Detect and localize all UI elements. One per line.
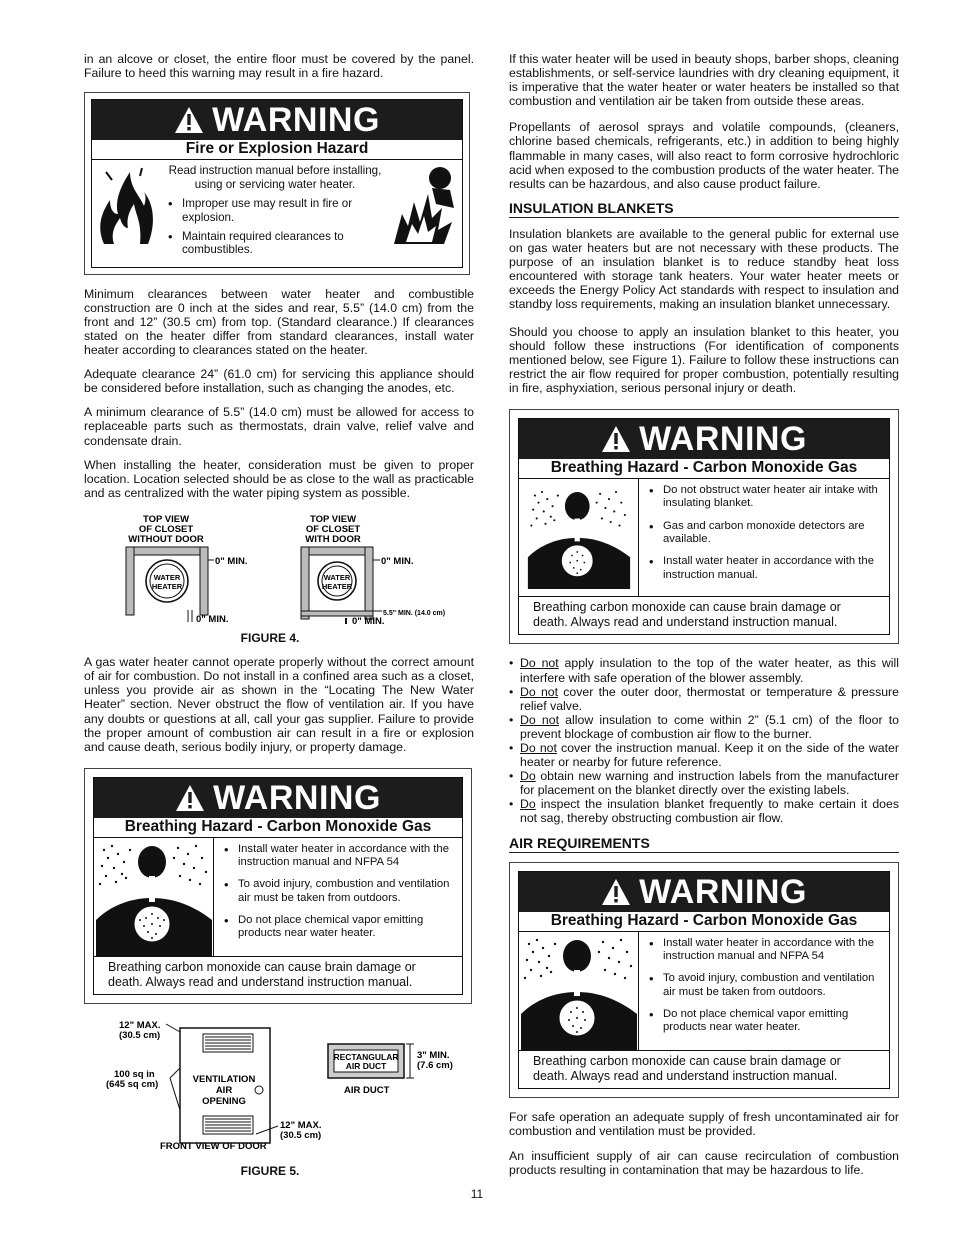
list-item: • Do not apply insulation to the top of the water heater, as this will interfere with safe operation of the blower assembly. <box>509 656 899 684</box>
right-column <box>509 52 899 1187</box>
warning-header: WARNING <box>519 419 889 459</box>
co-warning-bullet: • To avoid injury, combustion and ventilation air must be taken from outdoors. <box>224 878 454 905</box>
page-number: 11 <box>470 1187 484 1201</box>
list-item: • Do not allow insulation to come within 2” (5.1 cm) of the floor to prevent blockage of combustion air flow to the burner. <box>509 713 899 741</box>
figure-4-caption: FIGURE 4. <box>240 631 300 646</box>
co-breathing-figure <box>94 838 214 956</box>
paragraph-minimum-clearance: A minimum clearance of 5.5” (14.0 cm) must be allowed for access to replaceable parts such as thermostats, drain valve, relief valve and condensate drain. <box>84 405 474 448</box>
fire-warning-bullet: • Maintain required clearances to combustibles. <box>168 230 388 257</box>
fig5-max-label: 12" MAX. <box>119 1020 161 1032</box>
fig4-min55-label: 5.5" MIN. (14.0 cm) <box>383 609 446 617</box>
paragraph-combustion-air: A gas water heater cannot operate properly without the correct amount of air for combustion. Do not install in a confined area such as a closet, unless you provide air as shown in the “Locating The New Water Heater” section. Never obstruct the flow of ventilation air. If you have any doubts or questions at all, call your gas supplier. Failure to provide the proper amount of combustion air can result in a fire or explosion and cause death, serious bodily injury, or property damage. <box>84 655 474 754</box>
fig4-left-title: WITHOUT DOOR <box>128 533 204 545</box>
fig5-airduct-label: AIR DUCT <box>344 1085 390 1097</box>
fig5-max-label: 12" MAX. <box>280 1120 322 1132</box>
warning-subtitle: Breathing Hazard - Carbon Monoxide Gas <box>519 459 889 479</box>
paragraph-location: When installing the heater, consideration must be given to proper location. Location selected should be as close to the wall as practicable and as centralized with the water piping system as possible. <box>84 457 474 500</box>
paragraph-clearances: Minimum clearances between water heater and combustible construction are 0 inch at the sides and rear, 5.5” (14.0 cm) from the front and 12” (30.5 cm) from top. (Standard clearance.) If clearances stated on the heater differ from standard clearances, install water heater according to clearances stated on the heater. <box>84 286 474 358</box>
blanket-warning-bullet: • Gas and carbon monoxide detectors are available. <box>649 520 881 547</box>
blanket-warning-box <box>509 409 899 644</box>
paragraph-safe-operation: For safe operation an adequate supply of fresh uncontaminated air for combustion and ventilation must be provided. <box>509 1110 899 1139</box>
warning-triangle-icon <box>601 878 631 906</box>
air-warning-bullet: • Install water heater in accordance with the instruction manual and NFPA 54 <box>649 937 881 964</box>
heading-insulation-blankets: INSULATION BLANKETS <box>509 201 899 218</box>
list-item: • Do obtain new warning and instruction labels from the manufacturer for placement on the blanket directly over the existing labels. <box>509 769 899 797</box>
co-warning-bullet: • Install water heater in accordance with the instruction manual and NFPA 54 <box>224 843 454 870</box>
fig5-sqcm-label: (645 sq cm) <box>106 1079 159 1091</box>
paragraph-beauty-shops: If this water heater will be used in beauty shops, barber shops, cleaning establishments, or self-service laundries with dry cleaning equipment, it is imperative that the water heater or water heaters be installed so that combustion and ventilation air be taken from outside these areas. <box>509 52 899 109</box>
air-warning-box <box>509 862 899 1099</box>
person-breathing-icon <box>521 485 637 589</box>
list-item: • Do inspect the insulation blanket frequently to make certain it does not sag, thereby obstructing combustion air flow. <box>509 797 899 825</box>
fig5-vent-label: OPENING <box>202 1096 246 1108</box>
co-breathing-figure <box>519 932 639 1050</box>
vent-grille-bottom <box>203 1116 253 1134</box>
fig5-vent-label: AIR <box>215 1085 233 1097</box>
fire-icon <box>96 164 158 246</box>
fig4-min-label: 0" MIN. <box>215 555 248 567</box>
fig5-cm-label: (30.5 cm) <box>280 1130 322 1142</box>
warning-header: WARNING <box>519 872 889 912</box>
vent-grille-top <box>203 1034 253 1052</box>
fig4-right-title: TOP VIEW <box>309 513 357 525</box>
air-warning-bullet: • To avoid injury, combustion and ventilation air must be taken from outdoors. <box>649 972 881 999</box>
paragraph-insulation-2: Should you choose to apply an insulation blanket to this heater, you should follow these instructions (For identification of components mentioned below, see Figure 1). Failure to follow these instructions can restrict the air flow required for proper combustion, potentially resulting in fire, asphyxiation, serious personal injury or death. <box>509 324 899 395</box>
fig5-cm-label: (30.5 cm) <box>119 1030 161 1042</box>
warning-triangle-icon <box>601 425 631 453</box>
warning-subtitle: Fire or Explosion Hazard <box>92 140 462 160</box>
figure-4-diagram <box>84 514 474 624</box>
paragraph-insufficient-air: An insufficient supply of air can cause recirculation of combustion products resulting in contamination that may be hazardous to life. <box>509 1148 899 1177</box>
fig5-sqin-label: 100 sq in <box>114 1069 155 1081</box>
fig4-right-title: WITH DOOR <box>305 533 361 545</box>
co-breathing-figure <box>519 479 639 596</box>
fig4-left-title: TOP VIEW <box>142 513 190 525</box>
co-warning-bullet: • Do not place chemical vapor emitting products near water heater. <box>224 914 454 941</box>
fire-warning-bullet: • Improper use may result in fire or explosion. <box>168 197 388 224</box>
figure-5-caption: FIGURE 5. <box>240 1163 300 1178</box>
paragraph-insulation-1: Insulation blankets are available to the general public for external use on gas water heaters but are not necessary with these products. The purpose of an insulation blanket is to reduce standby heat loss encountered with storage tank heaters. Your water heater meets or exceeds the Energy Policy Act standards with respect to insulation and standby loss requirements, making an insulation blanket unnecessary. <box>509 226 899 312</box>
fig4-min-label: 0" MIN. <box>196 613 229 624</box>
fig4-min-label: 0" MIN. <box>352 615 385 624</box>
warning-header: WARNING <box>92 100 462 140</box>
warning-header: WARNING <box>94 778 462 818</box>
air-warning-footer: Breathing carbon monoxide can cause brain damage or death. Always read and understand instruction manual. <box>533 1053 841 1084</box>
person-breathing-icon <box>96 838 212 956</box>
list-item: • Do not cover the outer door, thermostat or temperature & pressure relief valve. <box>509 685 899 713</box>
explosion-icon <box>392 164 458 246</box>
fig4-left-title: OF CLOSET <box>138 523 194 535</box>
fig5-duct-label: AIR DUCT <box>345 1061 387 1072</box>
left-column <box>84 52 474 1188</box>
fig4-right-title: OF CLOSET <box>305 523 361 535</box>
fig4-heater-label: WATER <box>323 572 351 582</box>
paragraph-propellants: Propellants of aerosol sprays and volatile compounds, (cleaners, chlorine based chemicals, refrigerants, etc.) in addition to being highly flammable in many cases, will also react to form corrosive hydrochloric acid when exposed to the combustion products of the water heater. The results can be hazardous, and also cause product failure. <box>509 120 899 191</box>
fire-warning-intro: Read instruction manual before installing, using or servicing water heater. <box>168 164 382 191</box>
blanket-warning-bullet: • Do not obstruct water heater air intake with insulating blanket. <box>649 484 881 511</box>
blanket-warning-footer: Breathing carbon monoxide can cause brain damage or death. Always read and understand instruction manual. <box>533 599 841 630</box>
blanket-instructions-list <box>509 656 899 825</box>
figure-5-diagram <box>84 1018 474 1158</box>
paragraph-alcove: in an alcove or closet, the entire floor must be covered by the panel. Failure to heed this warning may result in a fire hazard. <box>84 52 474 81</box>
heading-air-requirements: AIR REQUIREMENTS <box>509 836 899 853</box>
fig5-cm76-label: (7.6 cm) <box>417 1060 453 1072</box>
warning-subtitle: Breathing Hazard - Carbon Monoxide Gas <box>94 818 462 838</box>
fire-warning-box <box>84 92 470 275</box>
warning-subtitle: Breathing Hazard - Carbon Monoxide Gas <box>519 912 889 932</box>
blanket-warning-bullet: • Install water heater in accordance with the instruction manual. <box>649 555 881 582</box>
fig5-front-label: FRONT VIEW OF DOOR <box>160 1141 267 1153</box>
fig5-duct-label: RECTANGULAR <box>333 1052 399 1063</box>
fig5-vent-label: VENTILATION <box>192 1074 256 1086</box>
fig4-heater-label: HEATER <box>321 581 353 591</box>
fig5-min3-label: 3" MIN. <box>417 1050 450 1062</box>
fig4-heater-label: HEATER <box>151 581 183 591</box>
list-item: • Do not cover the instruction manual. Keep it on the side of the water heater or nearby for future reference. <box>509 741 899 769</box>
air-warning-bullet: • Do not place chemical vapor emitting products near water heater. <box>649 1008 881 1035</box>
paragraph-servicing: Adequate clearance 24” (61.0 cm) for servicing this appliance should be considered before installation, such as changing the anodes, etc. <box>84 367 474 396</box>
warning-triangle-icon <box>174 106 204 134</box>
co-warning-box <box>84 768 472 1005</box>
co-warning-footer: Breathing carbon monoxide can cause brain damage or death. Always read and understand instruction manual. <box>108 959 416 990</box>
fig4-min-label: 0" MIN. <box>381 555 414 567</box>
warning-triangle-icon <box>175 784 205 812</box>
fig4-heater-label: WATER <box>153 572 181 582</box>
person-breathing-icon <box>521 932 637 1050</box>
